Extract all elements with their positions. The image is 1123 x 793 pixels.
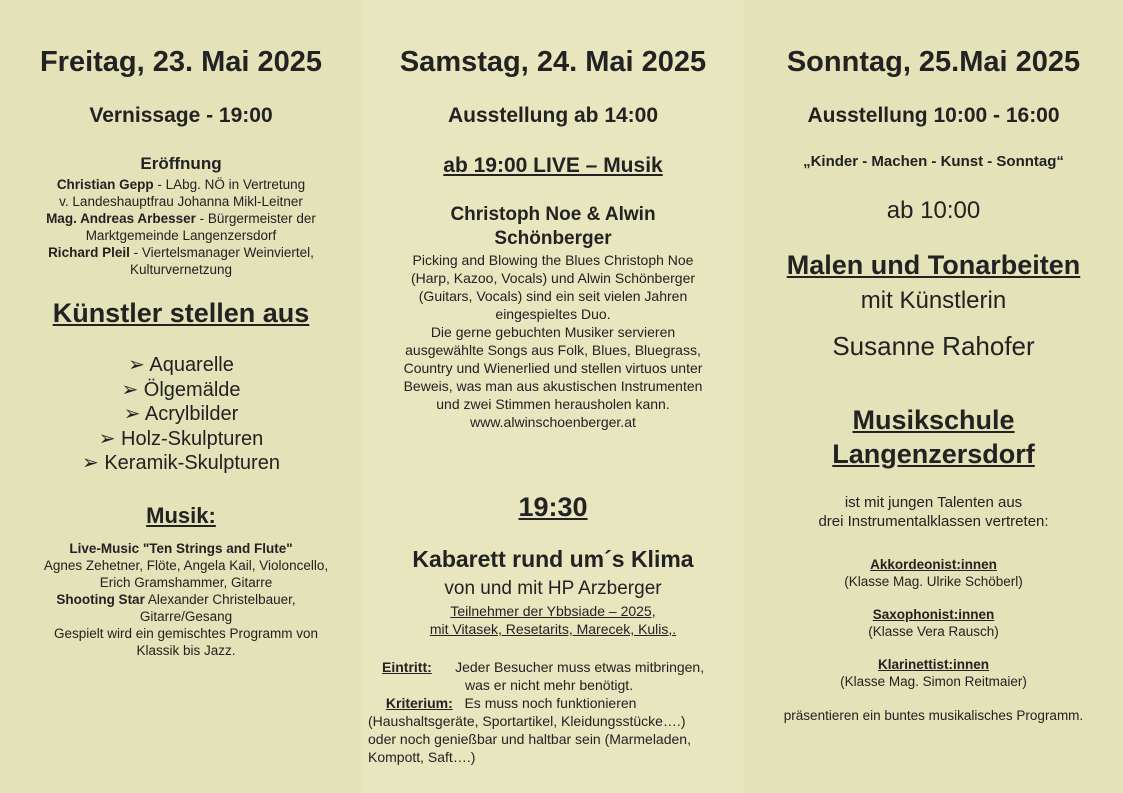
music-school-text bbox=[744, 493, 1123, 531]
class-teacher: (Klasse Mag. Ulrike Schöberl) bbox=[844, 574, 1023, 589]
text-line: Die gerne gebuchten Musiker servieren bbox=[430, 324, 676, 340]
workshop-sub1: mit Künstlerin bbox=[860, 287, 1007, 314]
friday-day-title: Freitag, 23. Mai 2025 bbox=[39, 46, 323, 78]
music-school-heading bbox=[744, 403, 1123, 471]
text-line: Kompott, Saft….) bbox=[368, 749, 476, 765]
saturday-column bbox=[362, 0, 744, 793]
music-line: Live-Music "Ten Strings and Flute" bbox=[69, 541, 293, 556]
music-line: Gespielt wird ein gemischtes Programm von bbox=[53, 626, 319, 641]
kabarett-title: Kabarett rund um´s Klima bbox=[412, 546, 694, 572]
class-teacher: (Klasse Vera Rausch) bbox=[868, 624, 999, 639]
kabarett-time: 19:30 bbox=[518, 492, 588, 522]
heading-line: Musikschule bbox=[852, 405, 1015, 435]
text-line: ist mit jungen Talenten aus bbox=[844, 494, 1023, 511]
class-item bbox=[744, 656, 1123, 690]
sunday-day-title: Sonntag, 25.Mai 2025 bbox=[786, 46, 1081, 78]
band-name bbox=[362, 203, 744, 251]
music-line: Erich Gramshammer, Gitarre bbox=[99, 575, 273, 590]
opening-line: Kulturvernetzung bbox=[129, 262, 233, 277]
text-line: Teilnehmer der Ybbsiade – 2025, bbox=[450, 603, 656, 619]
text-line: Country und Wienerlied und stellen virtuos unter bbox=[403, 360, 703, 376]
friday-subtitle: Vernissage - 19:00 bbox=[89, 104, 273, 127]
class-title: Klarinettist:innen bbox=[877, 657, 989, 672]
sunday-motto: „Kinder - Machen - Kunst - Sonntag“ bbox=[803, 153, 1064, 170]
class-item bbox=[744, 556, 1123, 590]
kriterium-details bbox=[368, 712, 744, 766]
music-line: Klassik bis Jazz. bbox=[136, 643, 236, 658]
class-title: Akkordeonist:innen bbox=[870, 557, 997, 572]
class-item bbox=[744, 606, 1123, 640]
text-line: (Haushaltsgeräte, Sportartikel, Kleidungsstücke….) bbox=[368, 713, 686, 729]
text-line: mit Vitasek, Resetarits, Marecek, Kulis,. bbox=[429, 621, 677, 637]
music-line: Agnes Zehetner, Flöte, Angela Kail, Violoncello, bbox=[43, 558, 329, 573]
band-description bbox=[362, 251, 744, 431]
eintritt-line: Eintritt: Jeder Besucher muss etwas mitbringen, bbox=[382, 659, 705, 675]
live-music-heading: ab 19:00 LIVE – Musik bbox=[443, 154, 663, 177]
list-item: ➢ Ölgemälde bbox=[121, 378, 241, 401]
list-item: ➢ Keramik-Skulpturen bbox=[82, 452, 280, 474]
closing-text: präsentieren ein buntes musikalisches Programm. bbox=[783, 708, 1084, 723]
class-teacher: (Klasse Mag. Simon Reitmaier) bbox=[840, 674, 1027, 689]
sunday-column bbox=[744, 0, 1123, 793]
website-text: www.alwinschoenberger.at bbox=[470, 414, 636, 430]
eintritt-block bbox=[382, 658, 744, 712]
kriterium-line: Kriterium: Es muss noch funktionieren bbox=[385, 695, 637, 711]
opening-line: Christian Gepp - LAbg. NÖ in Vertretung bbox=[56, 177, 306, 192]
opening-line: Mag. Andreas Arbesser - Bürgermeister der bbox=[46, 211, 316, 226]
opening-title: Eröffnung bbox=[140, 154, 222, 173]
opening-line: Marktgemeinde Langenzersdorf bbox=[85, 228, 277, 243]
sunday-time: ab 10:00 bbox=[886, 197, 981, 224]
list-item: ➢ Aquarelle bbox=[128, 354, 234, 376]
text-line: drei Instrumentalklassen vertreten: bbox=[818, 513, 1049, 530]
opening-line: v. Landeshauptfrau Johanna Mikl-Leitner bbox=[59, 194, 303, 209]
friday-column bbox=[0, 0, 362, 793]
artists-list bbox=[0, 353, 362, 476]
eintritt-label: Eintritt: bbox=[382, 659, 432, 675]
artists-heading: Künstler stellen aus bbox=[52, 298, 310, 328]
opening-list bbox=[0, 176, 362, 278]
music-heading: Musik: bbox=[146, 503, 216, 528]
heading-line: Langenzersdorf bbox=[832, 439, 1035, 469]
text-line: Beweis, was man aus akustischen Instrumenten bbox=[403, 378, 703, 394]
kriterium-label: Kriterium: bbox=[385, 695, 453, 711]
band-name-line: Schönberger bbox=[494, 228, 612, 249]
text-line: eingespieltes Duo. bbox=[495, 306, 611, 322]
text-line: (Harp, Kazoo, Vocals) und Alwin Schönberger bbox=[410, 270, 696, 286]
artist-name: Susanne Rahofer bbox=[832, 331, 1035, 361]
list-item: ➢ Holz-Skulpturen bbox=[98, 427, 264, 450]
kabarett-participants bbox=[362, 602, 744, 638]
sunday-subtitle: Ausstellung 10:00 - 16:00 bbox=[807, 104, 1060, 127]
text-line: und zwei Stimmen herausholen kann. bbox=[436, 396, 670, 412]
text-line: ausgewählte Songs aus Folk, Blues, Bluegrass, bbox=[405, 342, 701, 358]
opening-line: Richard Pleil - Viertelsmanager Weinviertel, bbox=[48, 245, 314, 260]
text-line: oder noch genießbar und haltbar sein (Marmeladen, bbox=[368, 731, 691, 747]
music-line: Gitarre/Gesang bbox=[139, 609, 233, 624]
band-name-line: Christoph Noe & Alwin bbox=[450, 204, 656, 225]
text-line: Picking and Blowing the Blues Christoph Noe bbox=[412, 252, 694, 268]
music-list bbox=[0, 540, 362, 659]
saturday-day-title: Samstag, 24. Mai 2025 bbox=[399, 46, 707, 78]
text-line: (Guitars, Vocals) sind ein seit vielen Jahren bbox=[418, 288, 688, 304]
saturday-subtitle: Ausstellung ab 14:00 bbox=[447, 104, 659, 127]
text-line: was er nicht mehr benötigt. bbox=[465, 677, 634, 693]
workshop-heading: Malen und Tonarbeiten bbox=[786, 250, 1081, 280]
music-line: Shooting Star Alexander Christelbauer, bbox=[56, 592, 296, 607]
list-item: ➢ Acrylbilder bbox=[123, 403, 239, 425]
class-title: Saxophonist:innen bbox=[872, 607, 995, 622]
kabarett-subtitle: von und mit HP Arzberger bbox=[444, 578, 662, 599]
